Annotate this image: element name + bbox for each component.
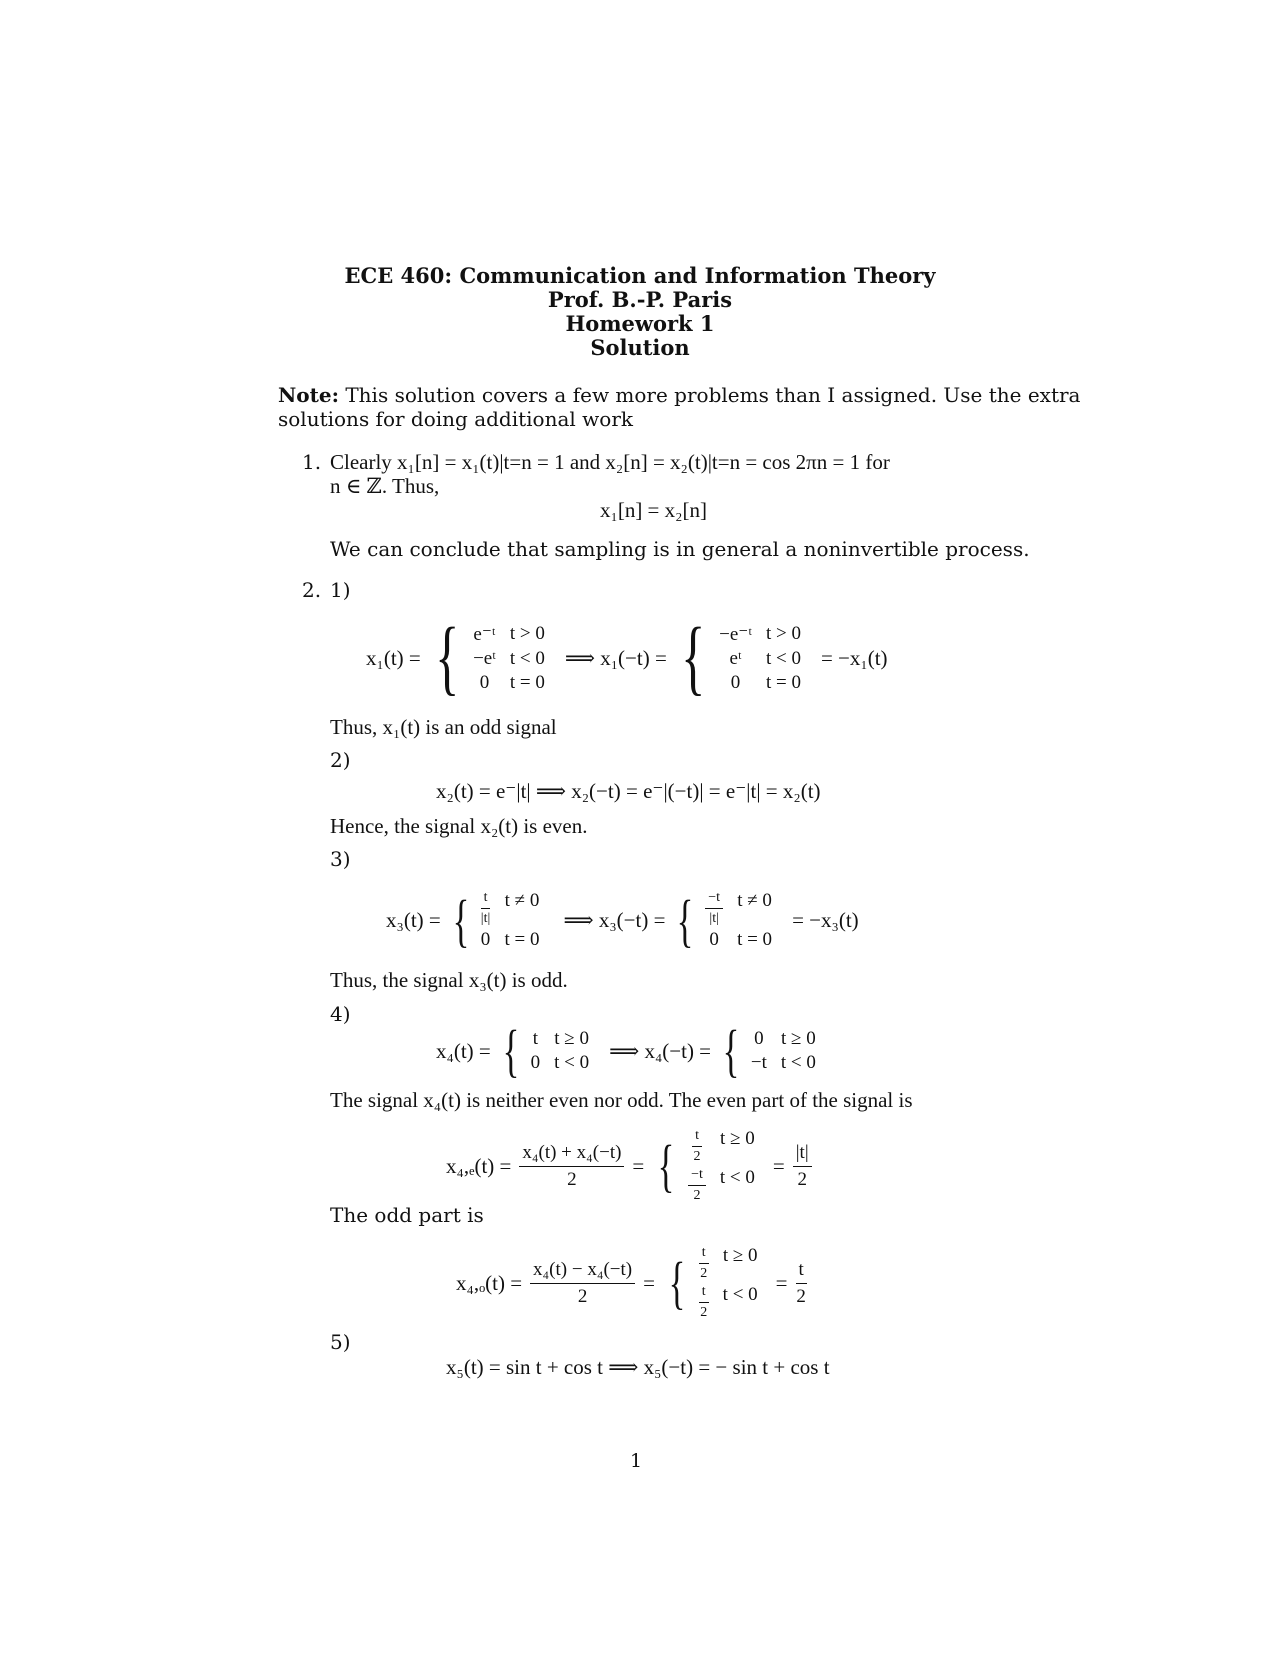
case-condition: t = 0: [504, 929, 540, 950]
left-brace: {: [680, 611, 706, 704]
note-text: This solution covers a few more problems than I assigned. Use the extra: [345, 383, 1081, 407]
left-brace: {: [434, 611, 460, 704]
note-line-1: [278, 383, 1080, 408]
left-brace: {: [676, 887, 694, 953]
odd-lhs: x₄,ₒ(t) =: [456, 1270, 523, 1295]
part-3-text: Thus, the signal x₃(t) is odd.: [330, 968, 568, 992]
left-brace: {: [452, 887, 470, 953]
equals-sign: =: [632, 1153, 645, 1178]
case-value: −t: [750, 1052, 767, 1073]
case-fraction: $\frac{t}{2}$: [700, 1284, 708, 1320]
case-condition: t ≥ 0: [781, 1028, 816, 1049]
case-condition: t = 0: [765, 671, 801, 693]
problem-1-number: 1.: [302, 450, 322, 474]
part-1-rhs: = −x₁(t): [820, 645, 888, 670]
case-value: 0: [530, 1052, 541, 1073]
odd-part-text: The odd part is: [330, 1203, 484, 1227]
part-1-cases-2: [719, 623, 801, 694]
part-3-equation: [386, 887, 859, 953]
case-condition: t < 0: [780, 1052, 816, 1073]
problem-1-line-1: Clearly x₁[n] = x₁(t)|t=n = 1 and x₂[n] = x₂(t)|t=n = cos 2πn = 1 for: [330, 450, 890, 474]
case-condition: t < 0: [722, 1284, 758, 1305]
part-3-lhs: x₃(t) =: [386, 908, 441, 932]
problem-1-line-2: n ∈ ℤ. Thus,: [330, 474, 440, 498]
part-1-text: Thus, x₁(t) is an odd signal: [330, 715, 557, 739]
problem-1-equation: x₁[n] = x₂[n]: [600, 498, 707, 522]
case-condition: t > 0: [509, 622, 545, 644]
problem-1-conclusion: We can conclude that sampling is in general a noninvertible process.: [330, 537, 1030, 561]
case-value: eᵗ: [729, 647, 742, 669]
case-fraction: $\frac{t}{2}$: [700, 1245, 708, 1281]
part-3-rhs: = −x₃(t): [792, 908, 859, 932]
case-value: 0: [730, 671, 741, 693]
equals-sign: =: [772, 1153, 785, 1178]
part-2-equation: x₂(t) = e⁻|t| ⟹ x₂(−t) = e⁻|(−t)| = e⁻|t| = x₂(t): [436, 779, 821, 803]
solution-label: Solution: [590, 335, 690, 360]
part-4-mid: ⟹ x₄(−t) =: [609, 1038, 712, 1063]
case-condition: t < 0: [765, 647, 801, 669]
note-label: Note:: [278, 383, 339, 407]
part-3-cases: [481, 890, 540, 951]
part-3-cases-2: [705, 890, 772, 951]
part-3-label: 3): [330, 847, 351, 871]
case-value: t: [532, 1028, 538, 1049]
case-value: 0: [754, 1028, 764, 1049]
case-condition: t > 0: [765, 622, 801, 644]
homework-title: Homework 1: [565, 311, 715, 336]
course-title: ECE 460: Communication and Information Theory: [344, 263, 936, 288]
part-4-lhs: x₄(t) =: [436, 1038, 491, 1063]
left-brace: {: [502, 1018, 520, 1083]
case-condition: t < 0: [509, 647, 545, 669]
part-4-cases: [531, 1028, 590, 1074]
part-1-label: 1): [330, 578, 351, 602]
part-2-label: 2): [330, 748, 351, 772]
professor-name: Prof. B.-P. Paris: [547, 287, 733, 312]
equals-sign: =: [643, 1270, 655, 1295]
part-5-equation: x₅(t) = sin t + cos t ⟹ x₅(−t) = − sin t + cos t: [446, 1355, 830, 1379]
part-1-equation: [366, 611, 888, 704]
note-line-2: solutions for doing additional work: [278, 407, 633, 431]
even-cases: [688, 1128, 755, 1204]
case-condition: t ≠ 0: [504, 890, 540, 911]
part-5-label: 5): [330, 1330, 351, 1354]
part-4-equation: [436, 1018, 816, 1083]
case-value: e⁻ᵗ: [473, 623, 496, 645]
case-fraction: $\frac{-t}{2}$: [688, 1167, 706, 1204]
equals-sign: =: [775, 1270, 788, 1295]
part-1-cases: [473, 623, 545, 694]
case-value: −e⁻ᵗ: [719, 623, 752, 645]
case-value: −eᵗ: [473, 647, 496, 669]
case-condition: t = 0: [737, 929, 773, 950]
case-value: 0: [480, 929, 491, 950]
odd-part-equation: [456, 1245, 807, 1321]
even-part-equation: [446, 1128, 812, 1204]
case-condition: t < 0: [719, 1167, 755, 1188]
case-fraction: $\frac{t}{2}$: [693, 1128, 701, 1164]
part-1-lhs: x₁(t) =: [366, 645, 421, 670]
problem-2-number: 2.: [302, 578, 322, 602]
odd-fraction: $\frac{\text{x₄(t) − x₄(−t)}}{2}$: [530, 1259, 635, 1308]
case-condition: t ≥ 0: [554, 1028, 589, 1049]
left-brace: {: [668, 1250, 686, 1315]
part-3-mid: ⟹ x₃(−t) =: [563, 908, 666, 932]
left-brace: {: [722, 1018, 740, 1083]
case-condition: t = 0: [509, 671, 545, 693]
part-4-label: 4): [330, 1002, 351, 1026]
odd-cases: [699, 1245, 758, 1321]
left-brace: {: [657, 1133, 675, 1198]
case-fraction: $\frac{-t}{|t|}$: [705, 890, 723, 927]
case-condition: t ≥ 0: [722, 1245, 758, 1266]
even-result-fraction: $\frac{|t|}{2}$: [793, 1142, 812, 1191]
case-condition: t ≥ 0: [720, 1128, 755, 1149]
part-1-mid: ⟹ x₁(−t) =: [564, 645, 667, 670]
case-fraction: $\frac{t}{|t|}$: [480, 890, 491, 926]
even-fraction: $\frac{\text{x₄(t) + x₄(−t)}}{2}$: [519, 1142, 624, 1191]
odd-result-fraction: $\frac{t}{2}$: [796, 1258, 806, 1307]
case-condition: t < 0: [554, 1052, 590, 1073]
part-4-text: The signal x₄(t) is neither even nor odd. The even part of the signal is: [330, 1088, 913, 1112]
part-4-cases-2: [751, 1028, 816, 1074]
case-value: 0: [709, 929, 719, 950]
case-value: 0: [479, 671, 490, 693]
part-2-text: Hence, the signal x₂(t) is even.: [330, 814, 588, 838]
even-lhs: x₄,ₑ(t) =: [446, 1153, 512, 1178]
case-condition: t ≠ 0: [737, 890, 772, 911]
page-number: 1: [630, 1450, 643, 1472]
